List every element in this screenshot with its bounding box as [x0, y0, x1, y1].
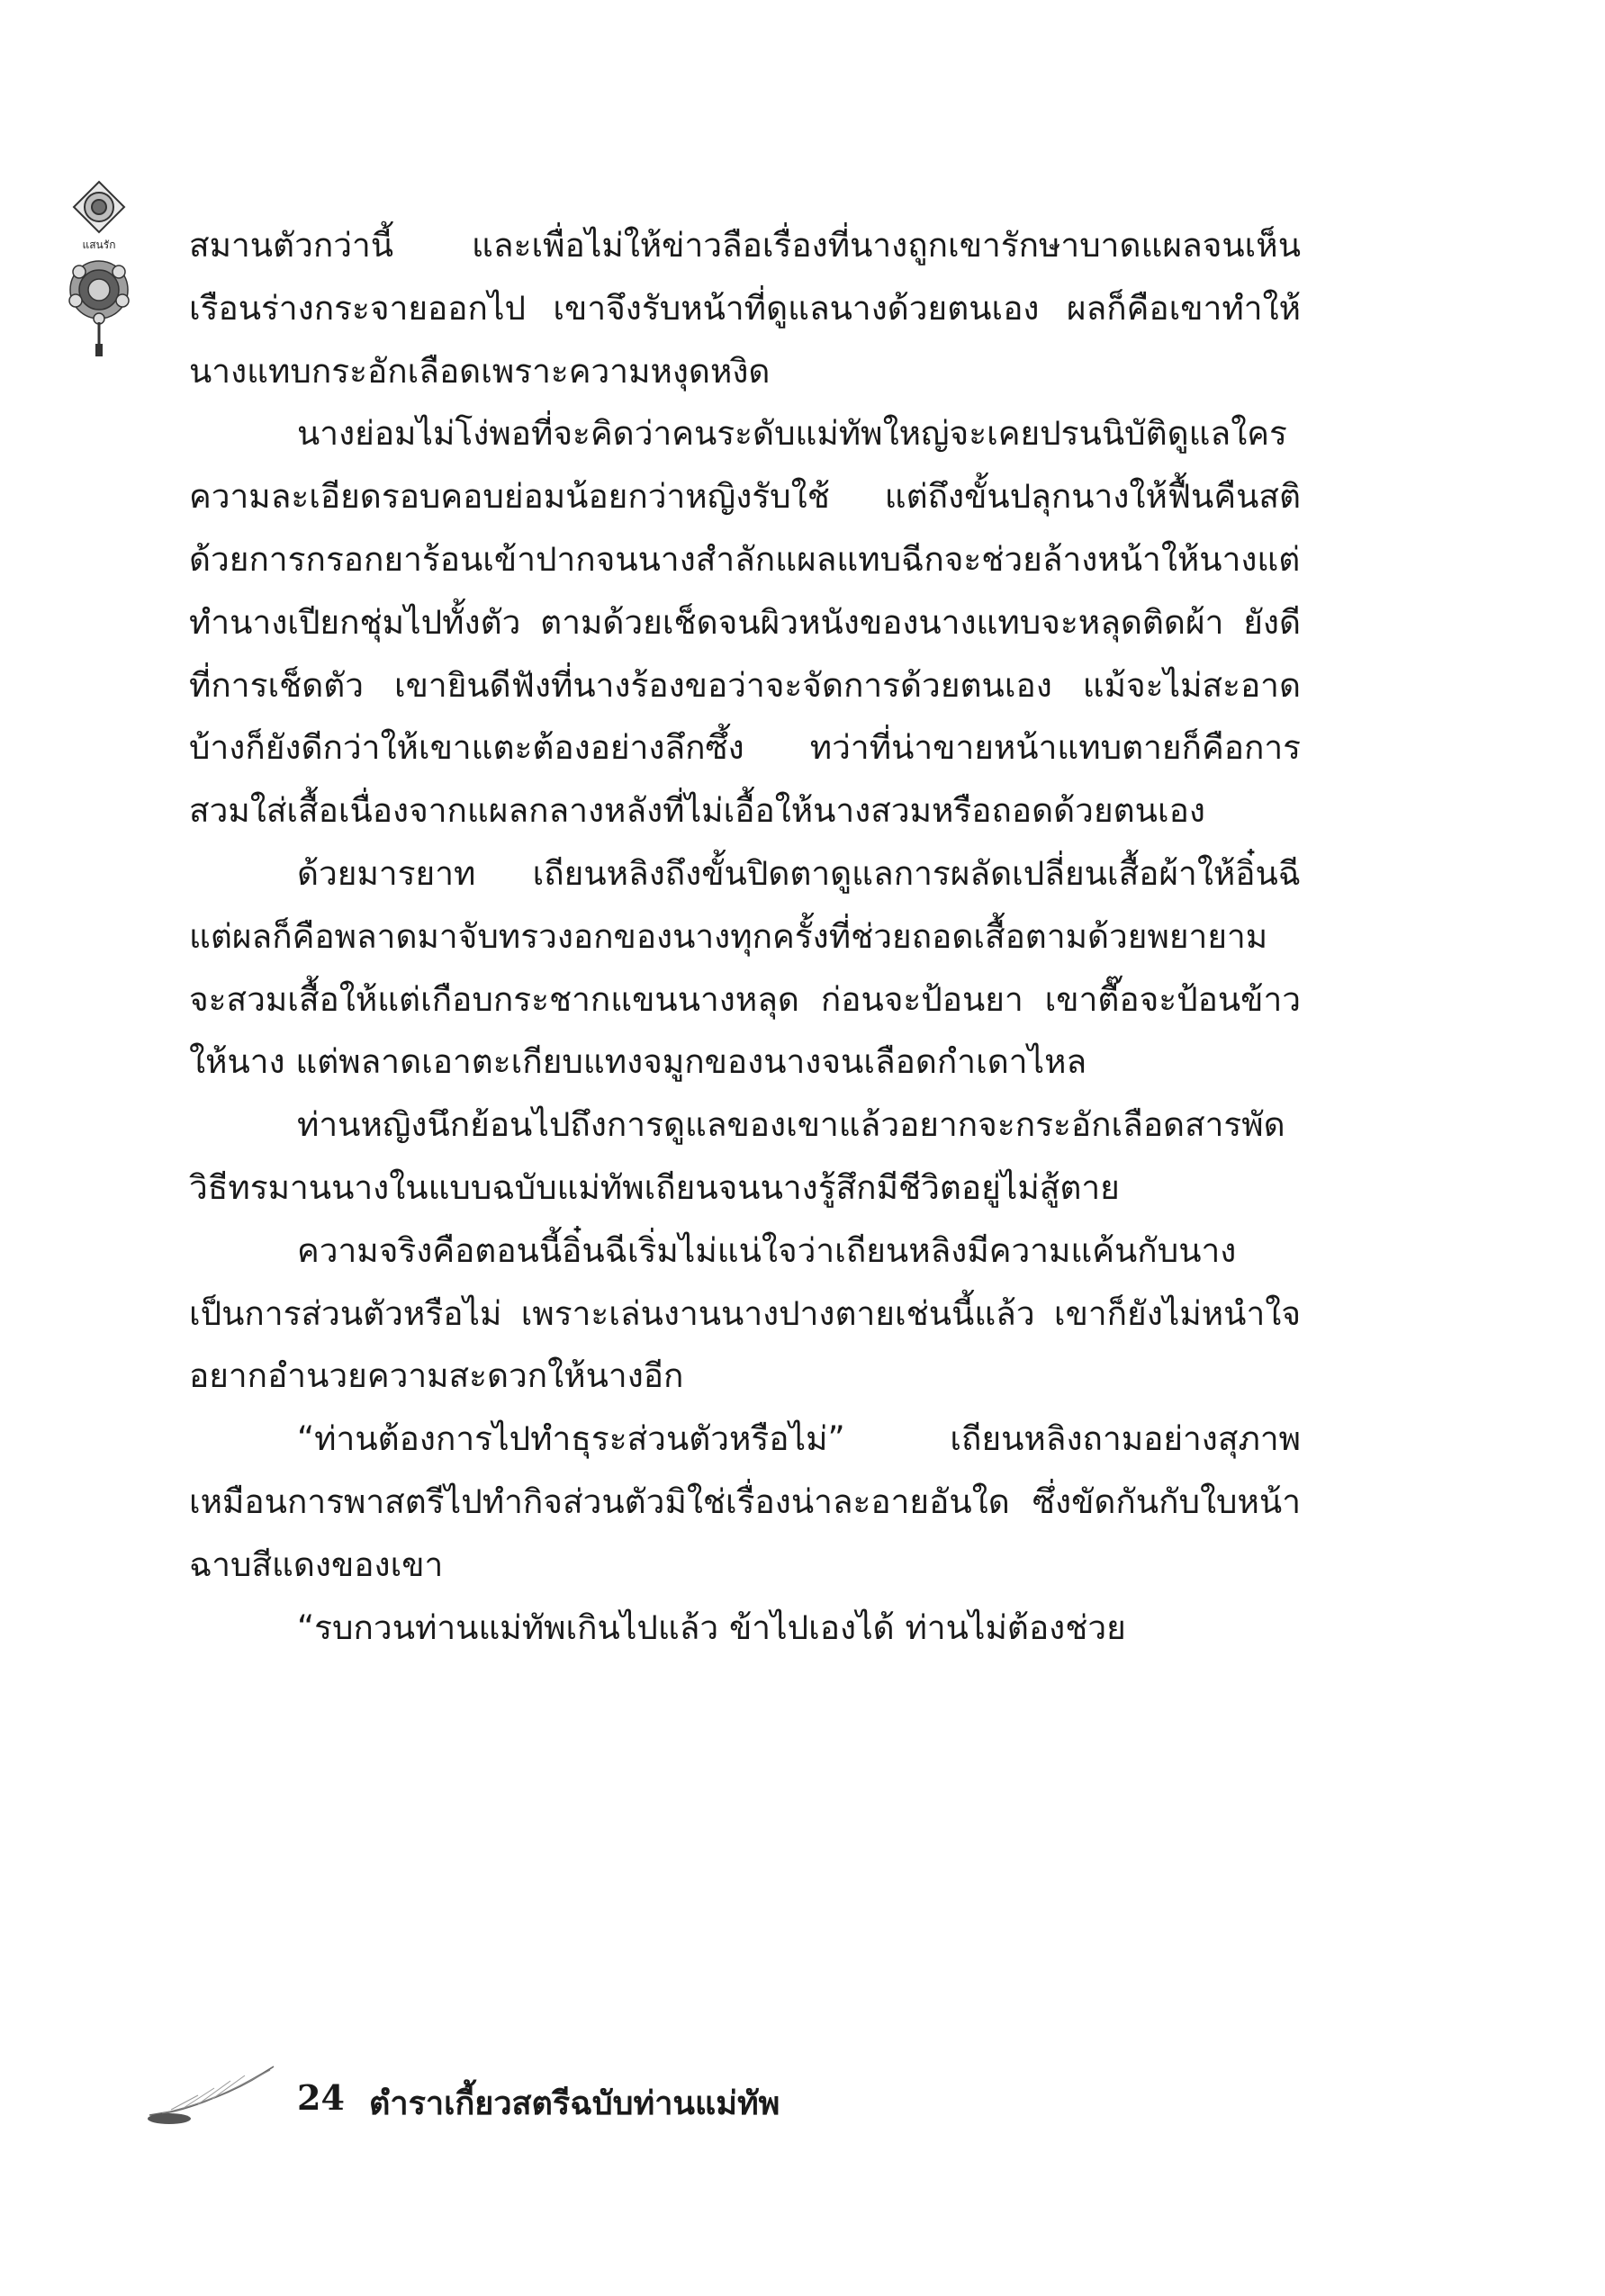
body-text — [189, 214, 1301, 1659]
quill-feather-icon — [144, 2061, 279, 2133]
paragraph-7: “รบกวนท่านแม่ทัพเกินไปแล้ว ข้าไปเองได้ ท่านไม่ต้องช่วย — [297, 1607, 1126, 1647]
paragraph-3: ด้วยมารยาท เถียนหลิงถึงขั้นปิดตาดูแลการผลัดเปลี่ยนเสื้อผ้าให้อิ๋นฉี แต่ผลก็คือพลาดมาจับทรวงอกของนางทุกครั้งที่ช่วยถอดเสื้อตามด้วยพยายามจะสวมเสื้อให้แต่เกือบกระชากแขนนางหลุด ก่อนจะป้อนยา เขาตื๊อจะป้อนข้าวให้นาง แต่พลาดเอาตะเกียบแทงจมูกของนางจนเลือดกำเดาไหล — [189, 853, 1301, 1082]
page-footer — [144, 2061, 954, 2133]
paragraph-1: สมานตัวกว่านี้ และเพื่อไม่ให้ข่าวลือเรื่องที่นางถูกเขารักษาบาดแผลจนเห็นเรือนร่างกระจายออกไป เขาจึงรับหน้าที่ดูแลนางด้วยตนเอง ผลก็คือเขาทำให้นางแทบกระอักเลือดเพราะความหงุดหงิด — [189, 226, 1301, 391]
page-number: 24 — [297, 2077, 345, 2118]
book-title: ตำราเกี้ยวสตรีฉบับท่านแม่ทัพ — [369, 2084, 780, 2122]
paragraph-5: ความจริงคือตอนนี้อิ๋นฉีเริ่มไม่แน่ใจว่าเถียนหลิงมีความแค้นกับนางเป็นการส่วนตัวหรือไม่ เพราะเล่นงานนางปางตายเช่นนี้แล้ว เขาก็ยังไม่หนำใจอยากอำนวยความสะดวกให้นางอีก — [189, 1230, 1301, 1396]
emblem-label: แสนรัก — [82, 239, 116, 251]
paragraph-6: “ท่านต้องการไปทำธุระส่วนตัวหรือไม่” เถียนหลิงถามอย่างสุภาพเหมือนการพาสตรีไปทำกิจส่วนตัวมิใช่เรื่องน่าละอายอันใด ซึ่งขัดกันกับใบหน้าฉาบสีแดงของเขา — [189, 1419, 1301, 1584]
ornament-emblem-icon — [65, 178, 133, 358]
paragraph-4: ท่านหญิงนึกย้อนไปถึงการดูแลของเขาแล้วอยากจะกระอักเลือดสารพัดวิธีทรมานนางในแบบฉบับแม่ทัพเถียนจนนางรู้สึกมีชีวิตอยู่ไม่สู้ตาย — [189, 1105, 1285, 1207]
paragraph-2: นางย่อมไม่โง่พอที่จะคิดว่าคนระดับแม่ทัพใหญ่จะเคยปรนนิบัติดูแลใคร ความละเอียดรอบคอบย่อมน้อยกว่าหญิงรับใช้ แต่ถึงขั้นปลุกนางให้ฟื้นคืนสติด้วยการกรอกยาร้อนเข้าปากจนนางสำลักแผลแทบฉีกจะช่วยล้างหน้าให้นางแต่ทำนางเปียกชุ่มไปทั้งตัว ตามด้วยเช็ดจนผิวหนังของนางแทบจะหลุดติดผ้า ยังดีที่การเช็ดตัว เขายินดีฟังที่นางร้องขอว่าจะจัดการด้วยตนเอง แม้จะไม่สะอาดบ้างก็ยังดีกว่าให้เขาแตะต้องอย่างลึกซึ้ง ทว่าที่น่าขายหน้าแทบตายก็คือการสวมใส่เสื้อเนื่องจากแผลกลางหลังที่ไม่เอื้อให้นางสวมหรือถอดด้วยตนเอง — [189, 414, 1301, 831]
